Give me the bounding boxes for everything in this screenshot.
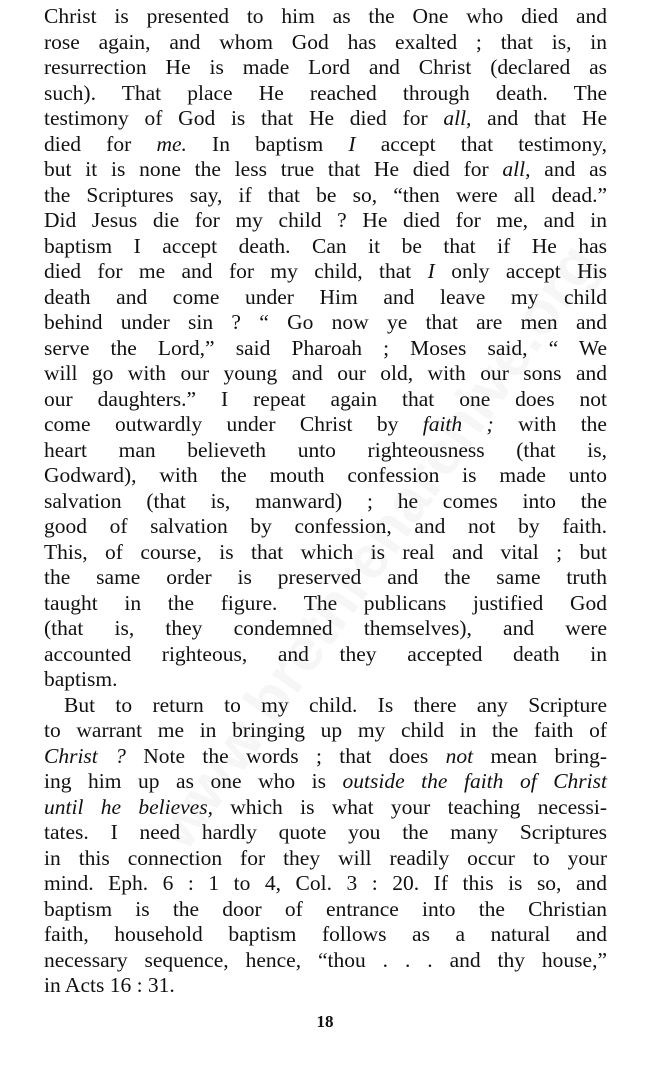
- text-line: [44, 387, 607, 413]
- page-body-text: [44, 4, 607, 999]
- text-segment: ing him up as one who is: [44, 769, 343, 793]
- text-line: [44, 30, 607, 56]
- page-number: 18: [316, 1012, 334, 1031]
- italic-text: all,: [502, 157, 531, 181]
- text-segment: to warrant me in bringing up my child in the faith of: [44, 718, 607, 742]
- text-line: [44, 208, 607, 234]
- text-segment: mean bring-: [473, 743, 607, 768]
- text-segment: in Acts 16 : 31.: [44, 973, 175, 997]
- text-segment: died for me and for my child, that: [44, 259, 428, 283]
- text-segment: (that is, they condemned themselves), and were: [44, 616, 607, 640]
- italic-text: not: [445, 743, 474, 768]
- text-segment: and that He: [471, 106, 607, 130]
- text-segment: baptism I accept death. Can it be that if He has: [44, 233, 607, 258]
- text-segment: resurrection He is made Lord and Christ (declared as: [44, 55, 607, 79]
- text-line: [44, 922, 607, 948]
- text-line: [44, 667, 607, 693]
- text-line: [44, 463, 607, 489]
- text-segment: This, of course, is that which is real and vital ; but: [44, 539, 607, 564]
- text-line: [44, 565, 607, 591]
- text-segment: with the: [493, 412, 607, 436]
- italic-text: outside the faith of Christ: [342, 769, 607, 793]
- italic-text: faith ;: [422, 412, 494, 436]
- text-segment: in this connection for they will readily occur to your: [44, 845, 607, 870]
- text-segment: rose again, and whom God has exalted ; that is, in: [44, 29, 607, 54]
- text-segment: will go with our young and our old, with our sons and: [44, 361, 607, 385]
- italic-text: until he believes,: [44, 794, 213, 819]
- text-segment: Godward), with the mouth confession is made unto: [44, 463, 607, 487]
- text-segment: good of salvation by confession, and not by faith.: [44, 514, 607, 538]
- text-segment: tates. I need hardly quote you the many Scriptures: [44, 820, 607, 844]
- text-segment: but it is none the less true that He died for: [44, 157, 503, 181]
- text-line: [44, 336, 607, 362]
- text-line: [44, 718, 607, 744]
- text-segment: come outwardly under Christ by: [44, 412, 423, 436]
- text-segment: baptism is the door of entrance into the Christian: [44, 896, 607, 921]
- text-segment: accept that testimony,: [355, 131, 607, 156]
- text-segment: faith, household baptism follows as a natural and: [44, 922, 607, 946]
- text-line: [44, 820, 607, 846]
- text-segment: serve the Lord,” said Pharoah ; Moses said, “ We: [44, 335, 607, 360]
- text-line: [44, 795, 607, 821]
- italic-text: I: [348, 131, 356, 156]
- text-segment: baptism.: [44, 667, 118, 691]
- text-segment: heart man believeth unto righteousness (that is,: [44, 437, 607, 462]
- text-segment: behind under sin ? “ Go now ye that are men and: [44, 310, 607, 334]
- text-line: [44, 871, 607, 897]
- text-line: [44, 132, 607, 158]
- text-line: [44, 285, 607, 311]
- text-line: [44, 234, 607, 260]
- text-segment: Christ is presented to him as the One who died and: [44, 4, 607, 28]
- text-line: [44, 489, 607, 515]
- text-line: [44, 973, 607, 999]
- text-line: [44, 744, 607, 770]
- italic-text: I: [427, 259, 435, 283]
- text-line: [44, 438, 607, 464]
- text-segment: death and come under Him and leave my child: [44, 284, 607, 309]
- italic-text: Christ ?: [44, 743, 126, 768]
- text-line: [44, 412, 607, 438]
- text-line: [44, 4, 607, 30]
- text-segment: taught in the figure. The publicans justified God: [44, 590, 607, 615]
- text-line: [44, 259, 607, 285]
- text-line: [44, 81, 607, 107]
- text-segment: which is what your teaching necessi-: [212, 794, 607, 819]
- text-segment: testimony of God is that He died for: [44, 106, 444, 130]
- text-segment: and as: [530, 157, 608, 181]
- text-line: [44, 106, 607, 132]
- text-line: [44, 591, 607, 617]
- text-segment: In baptism: [186, 131, 349, 156]
- text-line: [44, 642, 607, 668]
- text-line: [44, 514, 607, 540]
- text-segment: accounted righteous, and they accepted death in: [44, 641, 607, 666]
- text-line: [44, 183, 607, 209]
- text-line: [44, 361, 607, 387]
- italic-text: all,: [443, 106, 472, 130]
- text-line: [44, 693, 607, 719]
- text-segment: mind. Eph. 6 : 1 to 4, Col. 3 : 20. If this is so, and: [44, 871, 607, 895]
- text-segment: died for: [44, 131, 157, 156]
- text-segment: our daughters.” I repeat again that one does not: [44, 386, 607, 411]
- text-segment: But to return to my child. Is there any Scripture: [64, 692, 607, 717]
- text-segment: necessary sequence, hence, “thou . . . and thy house,”: [44, 947, 607, 972]
- text-line: [44, 157, 607, 183]
- text-line: [44, 769, 607, 795]
- text-segment: the Scriptures say, if that be so, “then were all dead.”: [44, 182, 607, 207]
- text-line: [44, 616, 607, 642]
- text-line: [44, 310, 607, 336]
- text-segment: Did Jesus die for my child ? He died for me, and in: [44, 208, 607, 232]
- text-segment: such). That place He reached through death. The: [44, 80, 607, 105]
- text-line: [44, 897, 607, 923]
- italic-text: me.: [156, 131, 187, 156]
- text-segment: salvation (that is, manward) ; he comes into the: [44, 488, 607, 513]
- text-line: [44, 846, 607, 872]
- text-segment: Note the words ; that does: [125, 743, 446, 768]
- text-line: [44, 540, 607, 566]
- text-line: [44, 55, 607, 81]
- text-line: [44, 948, 607, 974]
- text-segment: only accept His: [434, 259, 607, 283]
- text-segment: the same order is preserved and the same truth: [44, 565, 607, 589]
